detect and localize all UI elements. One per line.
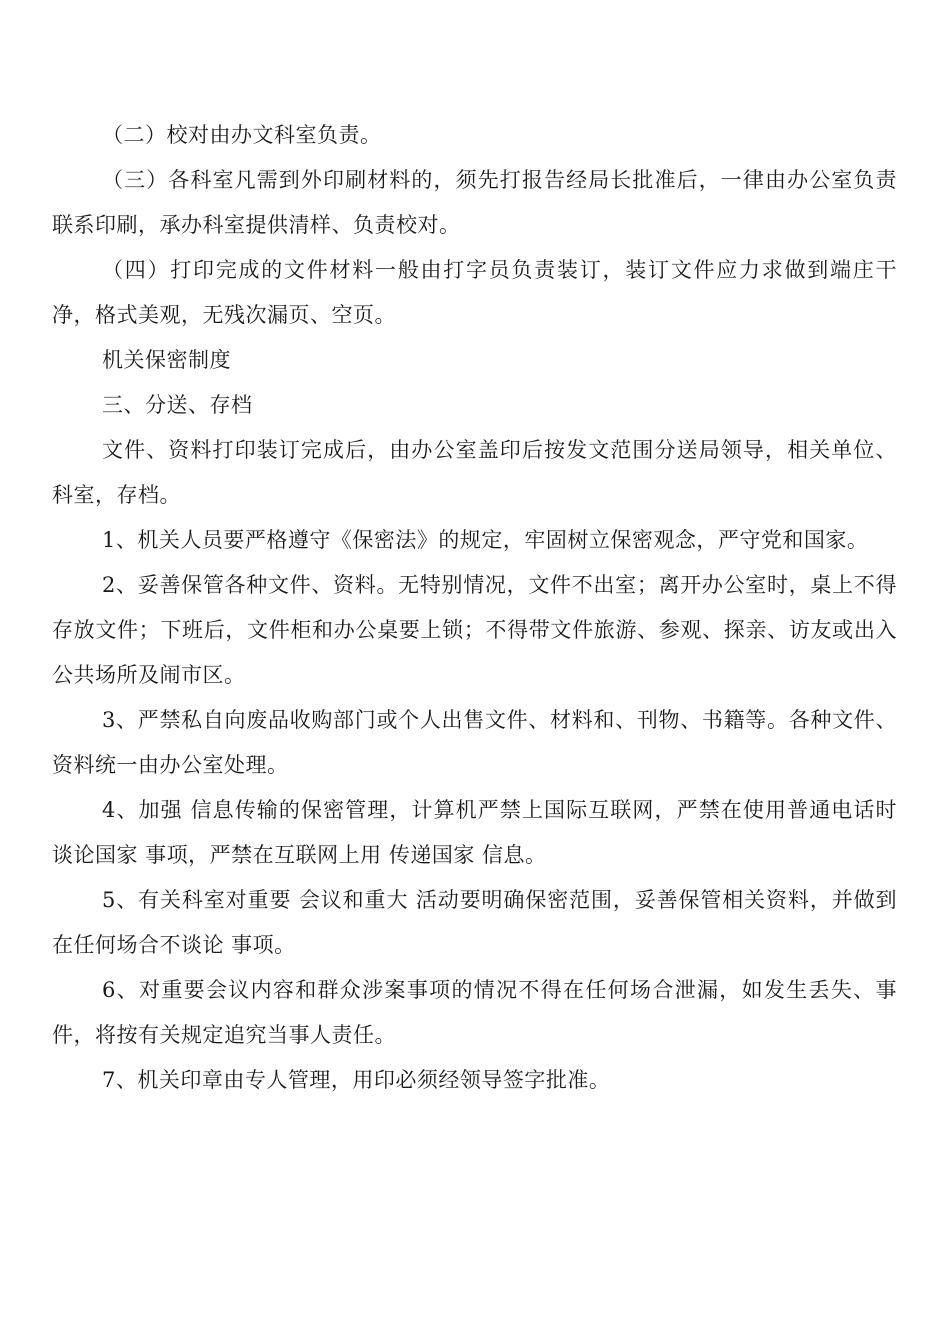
document-body [52,113,897,1103]
paragraph-proofreading: （二）校对由办文科室负责。 [102,123,382,147]
rule-item-5: 5、有关科室对重要 会议和重大 活动要明确保密范围，妥善保管相关资料，并做到在任何场合不谈论 事项。 [52,888,897,957]
rule-item-7: 7、机关印章由专人管理，用印必须经领导签字批准。 [102,1068,611,1092]
section-heading-confidentiality: 机关保密制度 [102,348,231,372]
rule-item-6: 6、对重要会议内容和群众涉案事项的情况不得在任何场合泄漏，如发生丢失、事件，将按有关规定追究当事人责任。 [52,978,897,1047]
paragraph-binding: （四）打印完成的文件材料一般由打字员负责装订，装订文件应力求做到端庄干净，格式美观，无残次漏页、空页。 [52,258,897,327]
rule-item-2: 2、妥善保管各种文件、资料。无特别情况，文件不出室；离开办公室时，桌上不得存放文件；下班后，文件柜和办公桌要上锁；不得带文件旅游、参观、探亲、访友或出入公共场所及闹市区。 [52,573,897,687]
rule-item-1: 1、机关人员要严格遵守《保密法》的规定，牢固树立保密观念，严守党和国家。 [102,528,869,552]
section-heading-distribution: 三、分送、存档 [102,393,253,417]
rule-item-4: 4、加强 信息传输的保密管理，计算机严禁上国际互联网，严禁在使用普通电话时谈论国家 事项，严禁在互联网上用 传递国家 信息。 [52,798,897,867]
rule-item-3: 3、严禁私自向废品收购部门或个人出售文件、材料和、刊物、书籍等。各种文件、资料统一由办公室处理。 [52,708,897,777]
paragraph-external-printing: （三）各科室凡需到外印刷材料的，须先打报告经局长批准后，一律由办公室负责联系印刷，承办科室提供清样、负责校对。 [52,168,897,237]
paragraph-distribution: 文件、资料打印装订完成后，由办公室盖印后按发文范围分送局领导，相关单位、科室，存档。 [52,438,897,507]
